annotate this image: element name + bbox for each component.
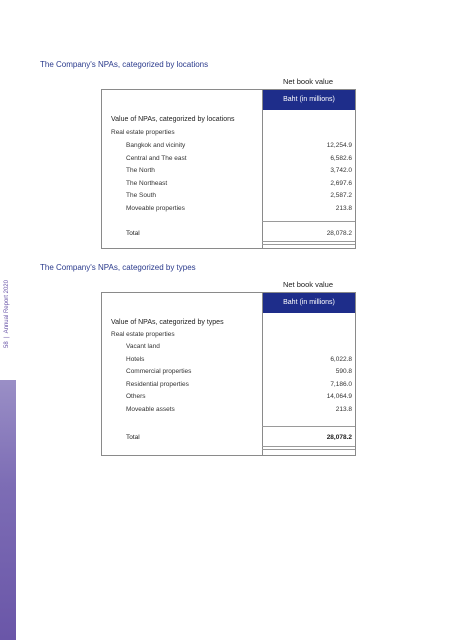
- row-label: Commercial properties: [126, 368, 192, 375]
- table-row: [102, 203, 355, 215]
- table-row: [102, 190, 355, 202]
- table-row: [102, 114, 355, 126]
- total-value: 28,078.2: [326, 230, 352, 237]
- table-row: [102, 178, 355, 190]
- row-label: Real estate properties: [111, 129, 175, 136]
- table-row: [102, 366, 355, 378]
- row-label: Vacant land: [126, 343, 160, 350]
- row-value: 213.8: [335, 406, 352, 413]
- row-label: Moveable properties: [126, 205, 185, 212]
- total-label: Total: [126, 230, 140, 237]
- row-value: 12,254.9: [326, 142, 352, 149]
- row-value: 6,022.8: [330, 356, 352, 363]
- side-report-label: [2, 280, 16, 350]
- row-value: 590.8: [335, 368, 352, 375]
- row-value: 3,742.0: [330, 167, 352, 174]
- rule: [262, 241, 355, 242]
- column-caption-types: Net book value: [282, 280, 334, 289]
- column-header: Baht (in millions): [263, 90, 355, 110]
- table-row: [102, 404, 355, 416]
- row-label: Real estate properties: [111, 331, 175, 338]
- row-label: Hotels: [126, 356, 145, 363]
- row-label: Others: [126, 393, 146, 400]
- rule: [262, 426, 355, 427]
- column-caption-locations: Net book value: [282, 77, 334, 86]
- row-label: The South: [126, 192, 156, 199]
- row-value: 7,186.0: [330, 381, 352, 388]
- rule: [262, 244, 355, 245]
- row-label: Value of NPAs, categorized by types: [111, 319, 224, 326]
- section-title-locations: The Company's NPAs, categorized by locations: [40, 60, 209, 69]
- table-row: [102, 341, 355, 353]
- row-label: Bangkok and vicinity: [126, 142, 186, 149]
- total-value: 28,078.2: [326, 434, 352, 441]
- row-value: 213.8: [335, 205, 352, 212]
- row-label: Central and The east: [126, 155, 187, 162]
- row-label: The North: [126, 167, 155, 174]
- separator: |: [4, 334, 10, 340]
- row-value: 6,582.6: [330, 155, 352, 162]
- table-row: [102, 153, 355, 165]
- table-row: [102, 354, 355, 366]
- total-label: Total: [126, 434, 140, 441]
- total-row: [102, 228, 355, 240]
- side-color-bar: [0, 380, 16, 640]
- column-header: Baht (in millions): [263, 293, 355, 313]
- row-label: The Northeast: [126, 180, 168, 187]
- rule: [262, 221, 355, 222]
- row-value: 2,697.6: [330, 180, 352, 187]
- table-row: [102, 165, 355, 177]
- rule: [262, 446, 355, 447]
- table-row: [102, 127, 355, 139]
- table-row: [102, 329, 355, 341]
- table-row: [102, 317, 355, 329]
- table-row: [102, 391, 355, 403]
- page-number: 58: [4, 341, 10, 348]
- npa-types-table: [101, 292, 356, 456]
- report-label: Annual Report 2020: [4, 280, 10, 334]
- section-title-types: The Company's NPAs, categorized by types: [40, 263, 196, 272]
- row-value: 2,587.2: [330, 192, 352, 199]
- row-value: 14,064.9: [326, 393, 352, 400]
- rule: [262, 449, 355, 450]
- table-row: [102, 140, 355, 152]
- npa-locations-table: [101, 89, 356, 249]
- row-label: Value of NPAs, categorized by locations: [111, 116, 235, 123]
- table-row: [102, 379, 355, 391]
- row-label: Moveable assets: [126, 406, 175, 413]
- total-row: [102, 432, 355, 444]
- row-label: Residential properties: [126, 381, 189, 388]
